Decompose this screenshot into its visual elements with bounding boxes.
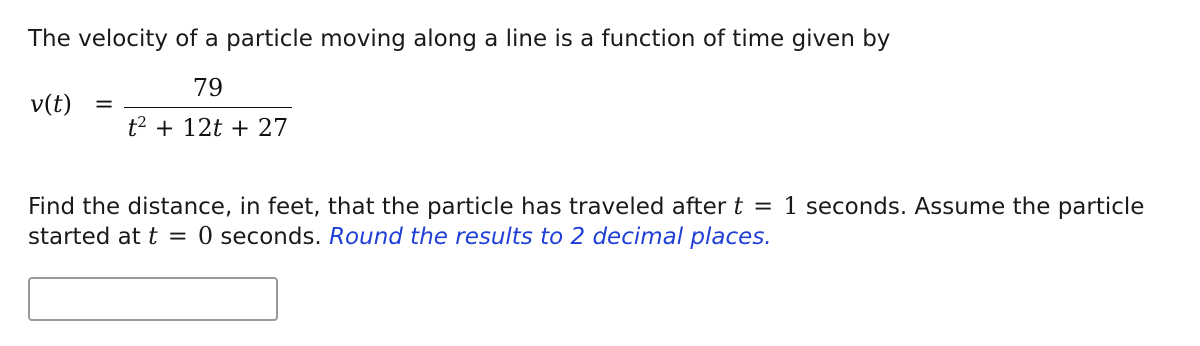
fraction xyxy=(124,72,292,148)
denominator xyxy=(124,114,292,142)
denom-variable: t xyxy=(127,114,138,142)
numerator: 79 xyxy=(192,74,224,102)
lhs-open-paren: ( xyxy=(43,90,53,118)
question-text xyxy=(28,192,1188,252)
velocity-equation xyxy=(30,72,330,148)
denom-term-2: + 27 xyxy=(222,114,289,142)
denom-exponent: 2 xyxy=(137,113,147,131)
question-var-1: t xyxy=(733,192,744,220)
question-part-1: Find the distance, in feet, that the particle has traveled after xyxy=(28,194,734,220)
equation-lhs xyxy=(30,90,72,118)
question-value-2: 0 xyxy=(197,222,214,250)
lhs-variable: t xyxy=(52,90,63,118)
question-value-1: 1 xyxy=(783,192,799,220)
problem-prompt: The velocity of a particle moving along a line is a function of time given by xyxy=(28,26,891,52)
answer-input[interactable] xyxy=(28,277,278,321)
lhs-function: v xyxy=(30,90,44,118)
lhs-close-paren: ) xyxy=(62,90,72,118)
question-equals-2: = xyxy=(167,222,188,250)
question-part-3: seconds. xyxy=(213,224,330,250)
fraction-bar xyxy=(124,107,292,108)
denom-variable-2: t xyxy=(212,114,223,142)
equals-sign: = xyxy=(94,90,115,118)
question-var-2: t xyxy=(148,222,158,250)
denom-term-1: + 12 xyxy=(146,114,213,142)
question-equals-1: = xyxy=(753,192,774,220)
rounding-hint: Round the results to 2 decimal places. xyxy=(329,224,772,250)
question-part-2: seconds. Assume the particle started at xyxy=(28,194,1145,250)
